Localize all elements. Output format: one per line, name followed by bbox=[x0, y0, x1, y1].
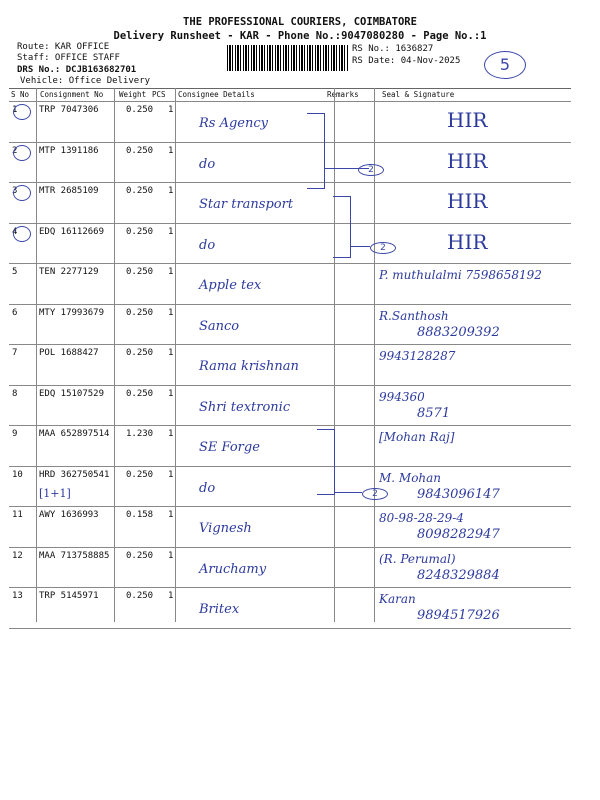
row-seal-2: 8248329884 bbox=[417, 567, 500, 583]
col-consignment: Consignment No bbox=[40, 90, 104, 99]
row-consignment: MTY 17993679 bbox=[39, 307, 105, 318]
row-sno: 10 bbox=[12, 469, 23, 480]
group-bracket-tail bbox=[334, 492, 362, 493]
row-sno: 7 bbox=[12, 348, 18, 358]
row-consignee: Vignesh bbox=[199, 521, 252, 536]
group-bracket bbox=[333, 196, 351, 258]
row-sno: 1 bbox=[12, 105, 18, 115]
group-bracket bbox=[307, 113, 325, 189]
row-consignee: Britex bbox=[199, 602, 240, 617]
row-consignment: HRD 362750541 bbox=[39, 469, 110, 480]
sno-circle bbox=[13, 226, 31, 242]
route: Route: KAR OFFICE bbox=[17, 42, 110, 52]
row-seal: R.Santhosh bbox=[379, 308, 449, 323]
row-consignment: TRP 5145971 bbox=[39, 591, 99, 601]
row-consignee: Star transport bbox=[199, 197, 294, 212]
table-bottom-border bbox=[9, 628, 571, 629]
table-row bbox=[9, 385, 571, 426]
row-consignee: Shri textronic bbox=[199, 399, 291, 415]
table-row bbox=[9, 425, 571, 466]
row-pcs: 1 bbox=[168, 469, 174, 480]
table-row bbox=[9, 263, 571, 304]
row-seal: HIR bbox=[447, 189, 488, 213]
col-pcs: PCS bbox=[152, 90, 166, 99]
row-sno: 4 bbox=[12, 226, 18, 237]
row-consignment: TEN 2277129 bbox=[39, 267, 99, 277]
row-pcs: 1 bbox=[168, 226, 174, 237]
row-seal: HIR bbox=[447, 108, 488, 132]
staff: Staff: OFFICE STAFF bbox=[17, 53, 120, 63]
row-weight: 1.230 bbox=[126, 429, 154, 439]
row-sno: 2 bbox=[12, 145, 18, 156]
row-sno: 11 bbox=[12, 510, 23, 520]
col-seal: Seal & Signature bbox=[382, 90, 455, 99]
row-seal-2: 8571 bbox=[417, 405, 451, 421]
row-weight: 0.250 bbox=[126, 388, 154, 399]
row-pcs: 1 bbox=[168, 307, 174, 318]
row-weight: 0.250 bbox=[126, 145, 154, 156]
drs-number: DRS No.: DCJB163682701 bbox=[17, 65, 137, 75]
group-mark: 2 bbox=[362, 488, 388, 500]
row-sno: 13 bbox=[12, 591, 23, 601]
sno-circle bbox=[13, 145, 31, 161]
table-row bbox=[9, 506, 571, 547]
row-sno: 9 bbox=[12, 429, 18, 439]
rs-number: RS No.: 1636827 bbox=[352, 44, 434, 54]
row-pcs: 1 bbox=[168, 105, 174, 115]
table-row bbox=[9, 466, 571, 507]
row-weight: 0.250 bbox=[126, 226, 154, 237]
sno-circle bbox=[13, 185, 31, 201]
row-consignment: POL 1688427 bbox=[39, 348, 99, 358]
table-row bbox=[9, 182, 571, 223]
row-consignment: EDQ 16112669 bbox=[39, 226, 105, 237]
col-sno: S No bbox=[11, 90, 30, 99]
row-seal: 80-98-28-29-4 bbox=[379, 511, 464, 525]
row-consignee: Rama krishnan bbox=[199, 359, 299, 374]
table-row bbox=[9, 344, 571, 385]
sno-circle bbox=[13, 104, 31, 120]
row-pcs: 1 bbox=[168, 388, 174, 399]
group-mark: 2 bbox=[370, 242, 396, 254]
table-row bbox=[9, 547, 571, 588]
row-consignment: MAA 652897514 bbox=[39, 429, 110, 439]
group-bracket-tail bbox=[350, 246, 370, 247]
row-seal: M. Mohan bbox=[379, 470, 442, 485]
row-seal-2: 8098282947 bbox=[417, 527, 500, 542]
vehicle: Vehicle: Office Delivery bbox=[20, 76, 151, 86]
row-pcs: 1 bbox=[168, 510, 174, 520]
row-consignment: MAA 713758885 bbox=[39, 550, 110, 561]
row-pcs: 1 bbox=[168, 145, 174, 156]
row-consignee: Aruchamy bbox=[199, 561, 267, 577]
row-weight: 0.250 bbox=[126, 186, 154, 196]
row-seal: 994360 bbox=[379, 389, 425, 404]
row-consignee: do bbox=[199, 237, 216, 253]
row-consignment: EDQ 15107529 bbox=[39, 388, 105, 399]
row-pcs: 1 bbox=[168, 429, 174, 439]
row-sno: 3 bbox=[12, 186, 18, 196]
row-seal: P. muthulalmi 7598658192 bbox=[379, 268, 542, 282]
col-remarks: Remarks bbox=[327, 90, 359, 99]
row-consignee: Rs Agency bbox=[199, 116, 268, 131]
row-seal: Karan bbox=[379, 592, 416, 606]
row-pcs: 1 bbox=[168, 267, 174, 277]
row-consignment: MTP 1391186 bbox=[39, 145, 99, 156]
row-weight: 0.158 bbox=[126, 510, 154, 520]
row-consignment: AWY 1636993 bbox=[39, 510, 99, 520]
row-weight: 0.250 bbox=[126, 267, 154, 277]
page-mark: 5 bbox=[484, 51, 526, 79]
row-sno: 6 bbox=[12, 307, 18, 318]
row-weight: 0.250 bbox=[126, 348, 154, 358]
row-consignee: Apple tex bbox=[199, 278, 262, 293]
row-sno: 12 bbox=[12, 550, 23, 561]
row-consignment: TRP 7047306 bbox=[39, 105, 99, 115]
row-seal-2: 9894517926 bbox=[417, 608, 500, 623]
row-weight: 0.250 bbox=[126, 307, 154, 318]
row-consignee: do bbox=[199, 156, 216, 172]
row-seal: HIR bbox=[447, 229, 488, 254]
col-weight: Weight bbox=[119, 90, 147, 99]
table-row bbox=[9, 101, 571, 142]
row-pcs: 1 bbox=[168, 186, 174, 196]
row-consignee: SE Forge bbox=[199, 440, 260, 455]
row-weight: 0.250 bbox=[126, 550, 154, 561]
row-pcs: 1 bbox=[168, 348, 174, 358]
table-row bbox=[9, 142, 571, 183]
group-bracket bbox=[317, 429, 335, 495]
row-seal: [Mohan Raj] bbox=[379, 430, 455, 444]
col-consignee: Consignee Details bbox=[178, 90, 255, 99]
row-consignment: MTR 2685109 bbox=[39, 186, 99, 196]
row-seal: 9943128287 bbox=[379, 349, 456, 363]
runsheet-subtitle: Delivery Runsheet - KAR - Phone No.:9047080280 - Page No.:1 bbox=[113, 30, 487, 42]
row-sno: 5 bbox=[12, 267, 18, 277]
row-weight: 0.250 bbox=[126, 105, 154, 115]
row-seal: HIR bbox=[447, 148, 488, 173]
runsheet-table bbox=[9, 88, 571, 89]
barcode bbox=[227, 45, 349, 71]
row-weight: 0.250 bbox=[126, 469, 154, 480]
row-weight: 0.250 bbox=[126, 591, 154, 601]
row-note: [1+1] bbox=[39, 486, 71, 500]
row-seal-2: 9843096147 bbox=[417, 486, 500, 502]
table-row bbox=[9, 223, 571, 264]
row-pcs: 1 bbox=[168, 591, 174, 601]
row-consignee: do bbox=[199, 480, 216, 496]
row-pcs: 1 bbox=[168, 550, 174, 561]
group-mark: 2 bbox=[358, 164, 384, 176]
company-title: THE PROFESSIONAL COURIERS, COIMBATORE bbox=[183, 16, 417, 28]
table-row bbox=[9, 587, 571, 628]
row-sno: 8 bbox=[12, 388, 18, 399]
row-seal-2: 8883209392 bbox=[417, 324, 500, 340]
row-seal: (R. Perumal) bbox=[379, 551, 456, 566]
rs-date: RS Date: 04-Nov-2025 bbox=[352, 56, 461, 66]
table-row bbox=[9, 304, 571, 345]
row-consignee: Sanco bbox=[199, 318, 240, 334]
